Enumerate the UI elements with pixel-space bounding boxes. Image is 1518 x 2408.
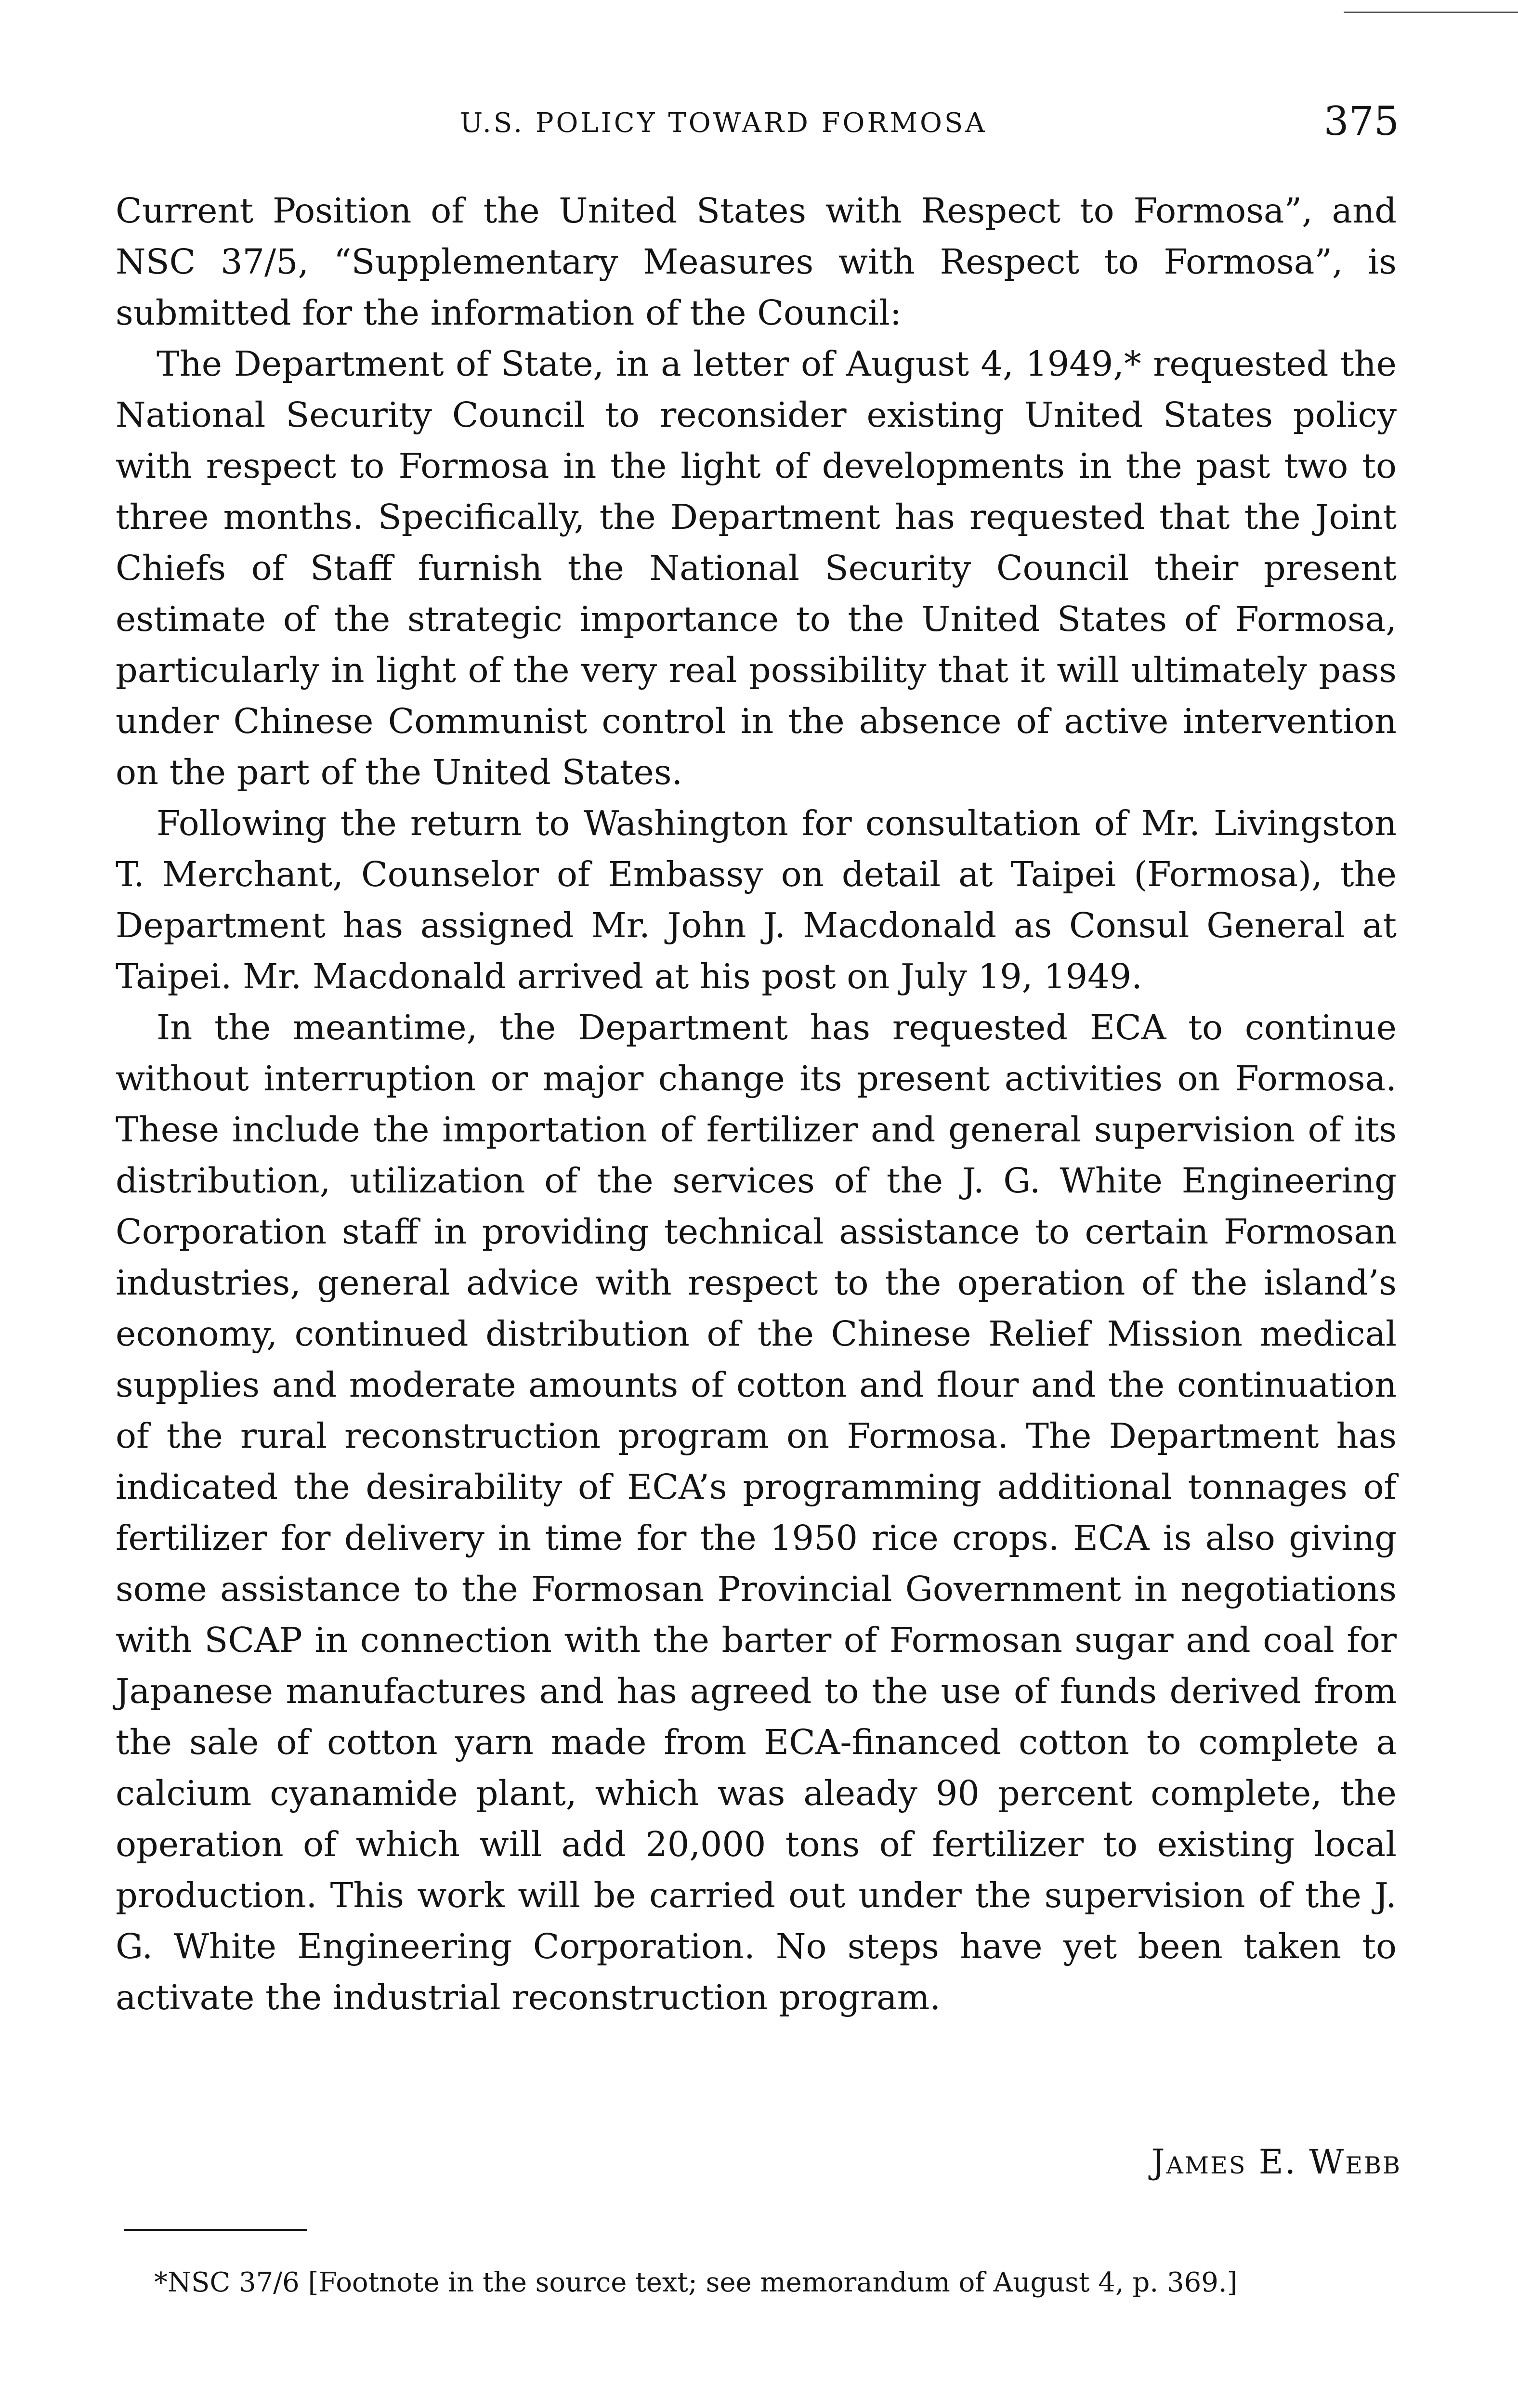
paragraph-2: The Department of State, in a letter of August 4, 1949,* requested the National Security Council to reconsider existing United States policy with respect to Formosa in the light of developments in the past two to three months. Specifically, the Department has requested that the Joint Chiefs of Staff furnish the National Security Council their present estimate of the strategic importance to the United States of Formosa, particularly in light of the very real possibility that it will ultimately pass under Chinese Communist control in the absence of active intervention on the part of the United States. xyxy=(116,344,1397,792)
signature: James E. Webb xyxy=(1151,2142,1401,2182)
paragraph-4: In the meantime, the Department has requested ECA to continue without interruption or major change its present activities on Formosa. These include the importation of fertilizer and general supervision of its distribution, utilization of the services of the J. G. White Engineering Corporation staff in providing technical assistance to certain Formosan industries, general advice with respect to the operation of the island’s economy, continued distribution of the Chinese Relief Mission medical supplies and moderate amounts of cotton and flour and the continuation of the rural reconstruction program on Formosa. The Department has indicated the desirability of ECA’s programming additional tonnages of fertilizer for delivery in time for the 1950 rice crops. ECA is also giving some assistance to the Formosan Provincial Government in negotiations with SCAP in connection with the barter of Formosan sugar and coal for Japanese manufactures and has agreed to the use of funds derived from the sale of cotton yarn made from ECA-financed cotton to complete a calcium cyanamide plant, which was aleady 90 percent complete, the operation of which will add 20,000 tons of fertilizer to existing local production. This work will be carried out under the supervision of the J. G. White Engineering Corporation. No steps have yet been taken to activate the industrial reconstruction program. xyxy=(116,1008,1397,2017)
footnote: *NSC 37/6 [Footnote in the source text; see memorandum of August 4, p. 369.] xyxy=(154,2267,1238,2298)
top-edge-rule xyxy=(1344,12,1518,13)
page-number: 375 xyxy=(1323,99,1399,144)
body-text xyxy=(116,185,1397,2023)
paragraph-1: Current Position of the United States with Respect to Formosa”, and NSC 37/5, “Supplementary Measures with Respect to Formosa”, is submitted for the information of the Council: xyxy=(116,191,1397,333)
paragraph-3: Following the return to Washington for consultation of Mr. Livingston T. Merchant, Counselor of Embassy on detail at Taipei (Formosa), the Department has assigned Mr. John J. Macdonald as Consul General at Taipei. Mr. Macdonald arrived at his post on July 19, 1949. xyxy=(116,803,1397,996)
page-header xyxy=(123,99,1399,152)
footnote-divider xyxy=(124,2229,307,2231)
running-head: U.S. POLICY TOWARD FORMOSA xyxy=(460,107,987,139)
